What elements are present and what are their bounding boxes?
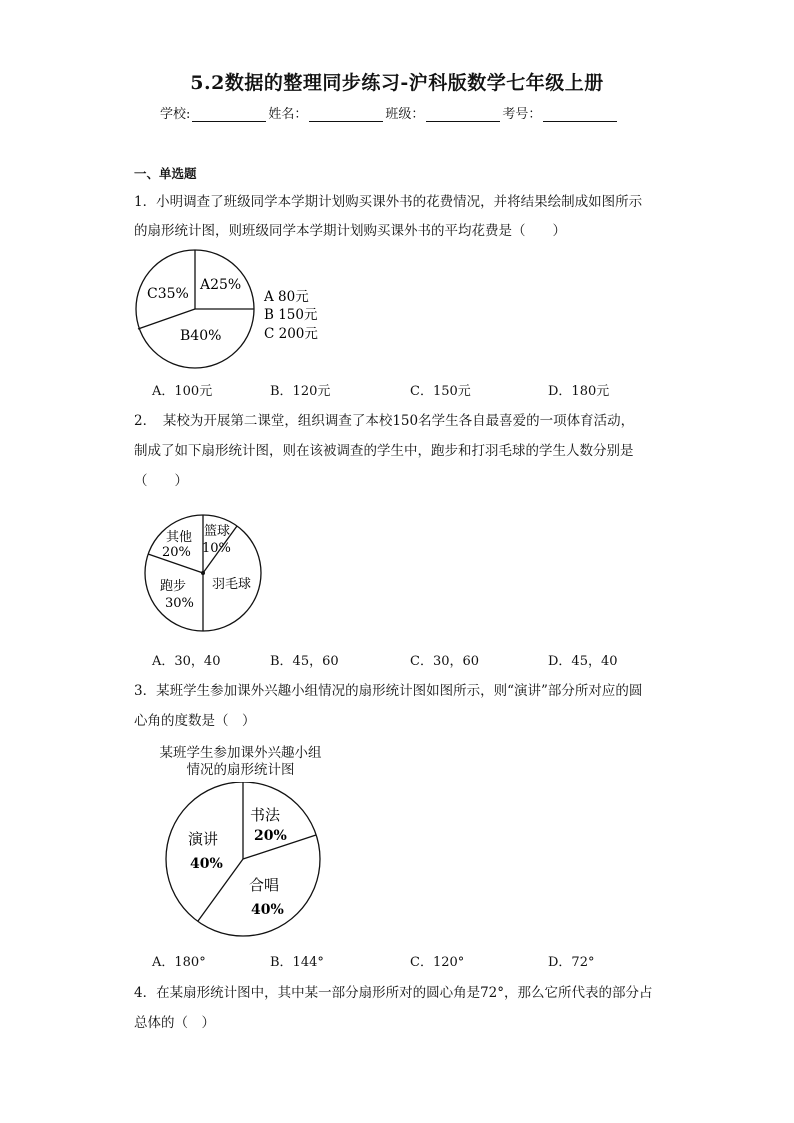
q3-chart-title (143, 745, 338, 779)
q3-option-a[interactable]: A．180° (152, 955, 206, 970)
q2-line2: 制成了如下扇形统计图，则在该被调查的学生中，跑步和打羽毛球的学生人数分别是 (134, 443, 634, 459)
q1-legend-c: C 200元 (264, 326, 318, 342)
page-title: 5.2数据的整理同步练习-沪科版数学七年级上册 (190, 72, 604, 94)
q2-label-other: 其他 (166, 530, 193, 545)
class-label: 班级： (385, 107, 425, 122)
q1-pie-label-c: C35% (147, 286, 189, 302)
name-blank (309, 107, 383, 122)
q2-line3: （ ） (134, 473, 188, 489)
q4-line2: 总体的（ ） (134, 1015, 215, 1031)
q2-option-a[interactable]: A．30，40 (152, 654, 221, 669)
number-label: 考号： (502, 107, 542, 122)
q3-line2: 心角的度数是（ ） (134, 713, 256, 729)
number-blank (543, 107, 617, 122)
school-label: 学校: (160, 107, 191, 122)
q3-option-b[interactable]: B．144° (270, 955, 324, 970)
q1-legend-a: A 80元 (264, 289, 309, 305)
q1-line2: 的扇形统计图，则班级同学本学期计划购买课外书的平均花费是（ ） (134, 223, 566, 239)
q3-label-chorus: 合唱 (249, 876, 280, 894)
class-blank (426, 107, 500, 122)
q3-label-speech: 演讲 (188, 830, 219, 848)
q1-option-b[interactable]: B．120元 (270, 384, 331, 399)
q3-label-calligraphy-pct: 20% (254, 828, 287, 844)
section-heading: 一、单选题 (134, 166, 197, 181)
q3-line1: 3．某班学生参加课外兴趣小组情况的扇形统计图如图所示，则“演讲”部分所对应的圆 (134, 683, 643, 699)
school-blank (192, 107, 266, 122)
q3-label-chorus-pct: 40% (251, 902, 284, 918)
q1-pie-label-a: A25% (200, 277, 242, 293)
q3-label-calligraphy: 书法 (250, 806, 281, 824)
q3-pie-chart (160, 782, 325, 937)
q3-chart-title-line1: 某班学生参加课外兴趣小组 (159, 745, 322, 761)
q2-label-running-pct: 30% (165, 596, 194, 611)
q1-option-d[interactable]: D．180元 (548, 384, 610, 399)
q3-option-c[interactable]: C．120° (410, 955, 465, 970)
q2-pie-center (201, 571, 205, 575)
q3-option-d[interactable]: D．72° (548, 955, 595, 970)
q1-pie-divider-c (138, 309, 195, 329)
q2-label-badminton: 羽毛球 (212, 577, 252, 592)
q1-pie-label-b: B40% (180, 328, 222, 344)
q2-option-d[interactable]: D．45，40 (548, 654, 618, 669)
q2-pie-chart (140, 510, 270, 640)
name-label: 姓名： (268, 107, 308, 122)
student-info-line (160, 103, 619, 122)
q2-line1: 2． 某校为开展第二课堂，组织调查了本校150名学生各自最喜爱的一项体育活动， (134, 413, 635, 429)
q3-chart-title-line2: 情况的扇形统计图 (186, 762, 295, 778)
q2-label-running: 跑步 (160, 579, 187, 594)
q2-label-basketball-pct: 10% (202, 541, 231, 556)
q3-label-speech-pct: 40% (190, 856, 223, 872)
q1-option-c[interactable]: C．150元 (410, 384, 471, 399)
q1-line1: 1．小明调查了班级同学本学期计划购买课外书的花费情况，并将结果绘制成如图所示 (134, 194, 643, 210)
q2-option-c[interactable]: C．30，60 (410, 654, 480, 669)
q2-label-basketball: 篮球 (204, 524, 231, 539)
q2-label-other-pct: 20% (162, 545, 191, 560)
q1-pie-chart (130, 244, 330, 374)
q4-line1: 4．在某扇形统计图中，其中某一部分扇形所对的圆心角是72°，那么它所代表的部分占 (134, 985, 653, 1001)
q2-option-b[interactable]: B．45，60 (270, 654, 339, 669)
q1-legend-b: B 150元 (264, 307, 318, 323)
q1-option-a[interactable]: A．100元 (152, 384, 213, 399)
